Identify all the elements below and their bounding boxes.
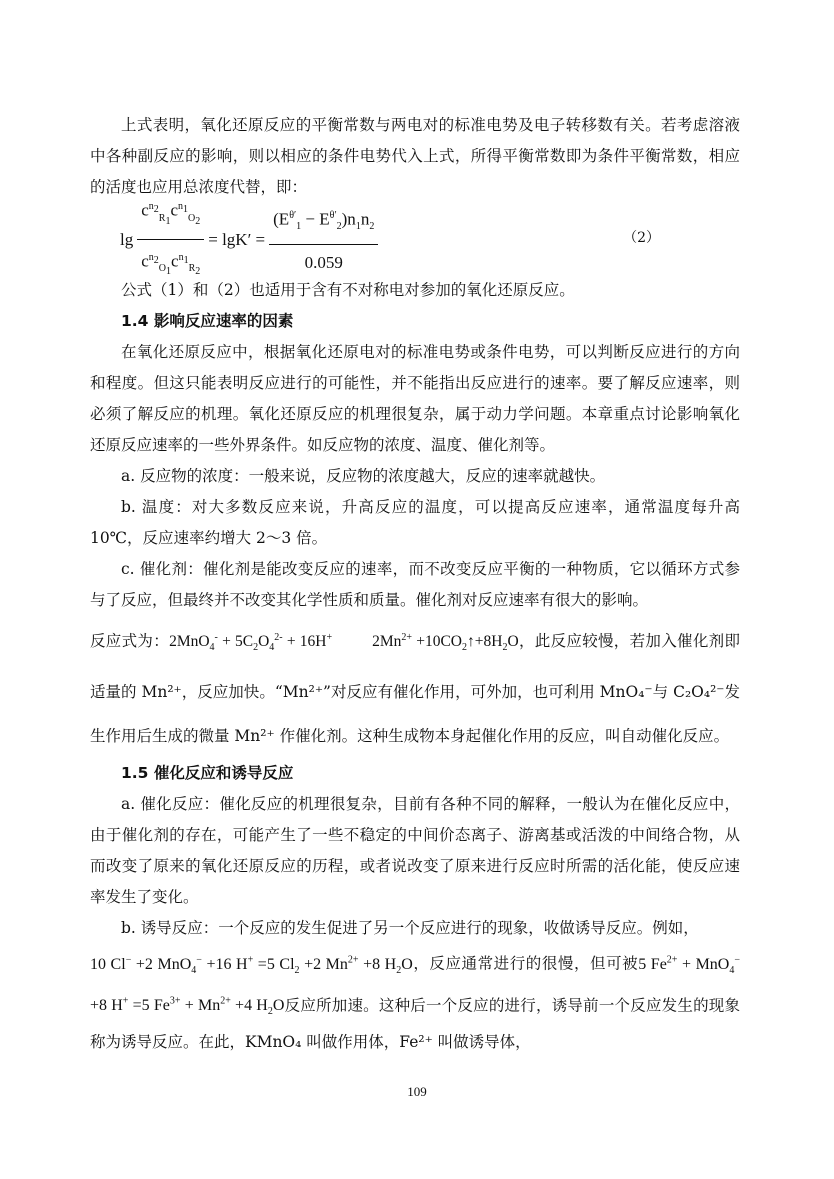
paragraph-applicability: 公式（1）和（2）也适用于含有不对称电对参加的氧化还原反应。 — [121, 281, 575, 299]
conc-fraction: $\frac{c^{n_2}_{R_1}c^{n_1}_{O_2}}{c^{n_2}_{O_1}c^{n_1}_{R_2}}$ — [137, 191, 204, 286]
equation-body: lg $\frac{c^{n_2}_{R_1}c^{n_1}_{O_2}}{c^{n_2}_{O_1}c^{n_1}_{R_2}}$ = lgK′ = $\frac{(E^{\theta'}_1 - E^{\theta'}_2)n_1n_2}{0.059}$ — [120, 203, 382, 275]
paragraph-catalyst-reaction: 反应式为：$2MnO_4^- + 5C_2O_4^{2-} + 16H^+$ $2Mn^{2+}$ $+10CO_2↑+8H_2O$，此反应较慢，若加入催化剂即适量的 Mn²⁺，反应加快。“Mn²⁺”对反应有催化作用，可外加，也可利用 MnO₄⁻与 C₂O₄²⁻发生作用后生成的微量 Mn²⁺ 作催化剂。这种生成物本身起催化作用的反应，叫自动催化反应。 — [90, 632, 740, 746]
reaction-iron: 5 $Fe^{2+} + MnO_4^- +8$ H+ =5 $Fe^{3+} + Mn^{2+} +4$ $H_2O$ — [90, 954, 741, 1018]
equation-number: （2） — [623, 230, 660, 246]
paragraph-concentration: a. 反应物的浓度：一般来说，反应物的浓度越大，反应的速率就越快。 — [121, 467, 606, 485]
reaction-chloride: 10 Cl− +2 MnO$_4$− +16 H+ =5 $Cl_2 +2$ $Mn^{2+} +8$ $H_2O$ — [90, 954, 413, 976]
paragraph-catalyst: c. 催化剂：催化剂是能改变反应的速率，而不改变反应平衡的一种物质，它以循环方式参与了反应，但最终并不改变其化学性质和质量。催化剂对反应速率有很大的影响。 — [90, 560, 740, 609]
paragraph-temperature: b. 温度：对大多数反应来说，升高反应的温度，可以提高反应速率，通常温度每升高 10℃，反应速率约增大 2～3 倍。 — [90, 498, 740, 547]
potential-fraction: $\frac{(E^{\theta'}_1 - E^{\theta'}_2)n_1n_2}{0.059}$ — [269, 200, 378, 278]
page-number: 109 — [407, 1084, 427, 1099]
paragraph-intro: 上式表明，氧化还原反应的平衡常数与两电对的标准电势及电子转移数有关。若考虑溶液中各种副反应的影响，则以相应的条件电势代入上式，所得平衡常数即为条件平衡常数，相应的活度也应用总浓度代替，即： — [90, 116, 740, 196]
paragraph-rate-intro: 在氧化还原反应中，根据氧化还原电对的标准电势或条件电势，可以判断反应进行的方向和程度。但这只能表明反应进行的可能性，并不能指出反应进行的速率。要了解反应速率，则必须了解反应的机理。氧化还原反应的机理很复杂，属于动力学问题。本章重点讨论影响氧化还原反应速率的一些外界条件。如反应物的浓度、温度、催化剂等。 — [90, 343, 740, 454]
page-body — [90, 110, 740, 1058]
paragraph-catalytic-reaction: a. 催化反应：催化反应的机理很复杂，目前有各种不同的解释，一般认为在催化反应中，由于催化剂的存在，可能产生了一些不稳定的中间价态离子、游离基或活泼的中间络合物，从而改变了原来的氧化还原反应的历程，或者说改变了原来进行反应时所需的活化能，使反应速率发生了变化。 — [90, 795, 740, 907]
heading-1-4: 1.4 影响反应速率的因素 — [121, 312, 294, 330]
paragraph-induced-reaction-intro: b. 诱导反应：一个反应的发生促进了另一个反应进行的现象，收做诱导反应。例如， — [121, 919, 699, 938]
equation-2 — [90, 203, 740, 275]
paragraph-induced-reaction: 10 Cl− +2 MnO$_4$− +16 H+ =5 $Cl_2 +2$ $Mn^{2+} +8$ $H_2O$，反应通常进行的很慢，但可被5 $Fe^{2+} + MnO_4^- +8$ H+ =5 $Fe^{3+} + Mn^{2+} +4$ $H_2O$反应所加速。这种后一个反应的进行，诱导前一个反应发生的现象称为诱导反应。在此，KMnO₄ 叫做作用体，Fe²⁺ 叫做诱导体， — [90, 954, 741, 1052]
reaction-equation: $2MnO_4^- + 5C_2O_4^{2-} + 16H^+$ $2Mn^{2+}$ $+10CO_2↑+8H_2O$ — [169, 632, 519, 654]
heading-1-5: 1.5 催化反应和诱导反应 — [121, 764, 294, 783]
